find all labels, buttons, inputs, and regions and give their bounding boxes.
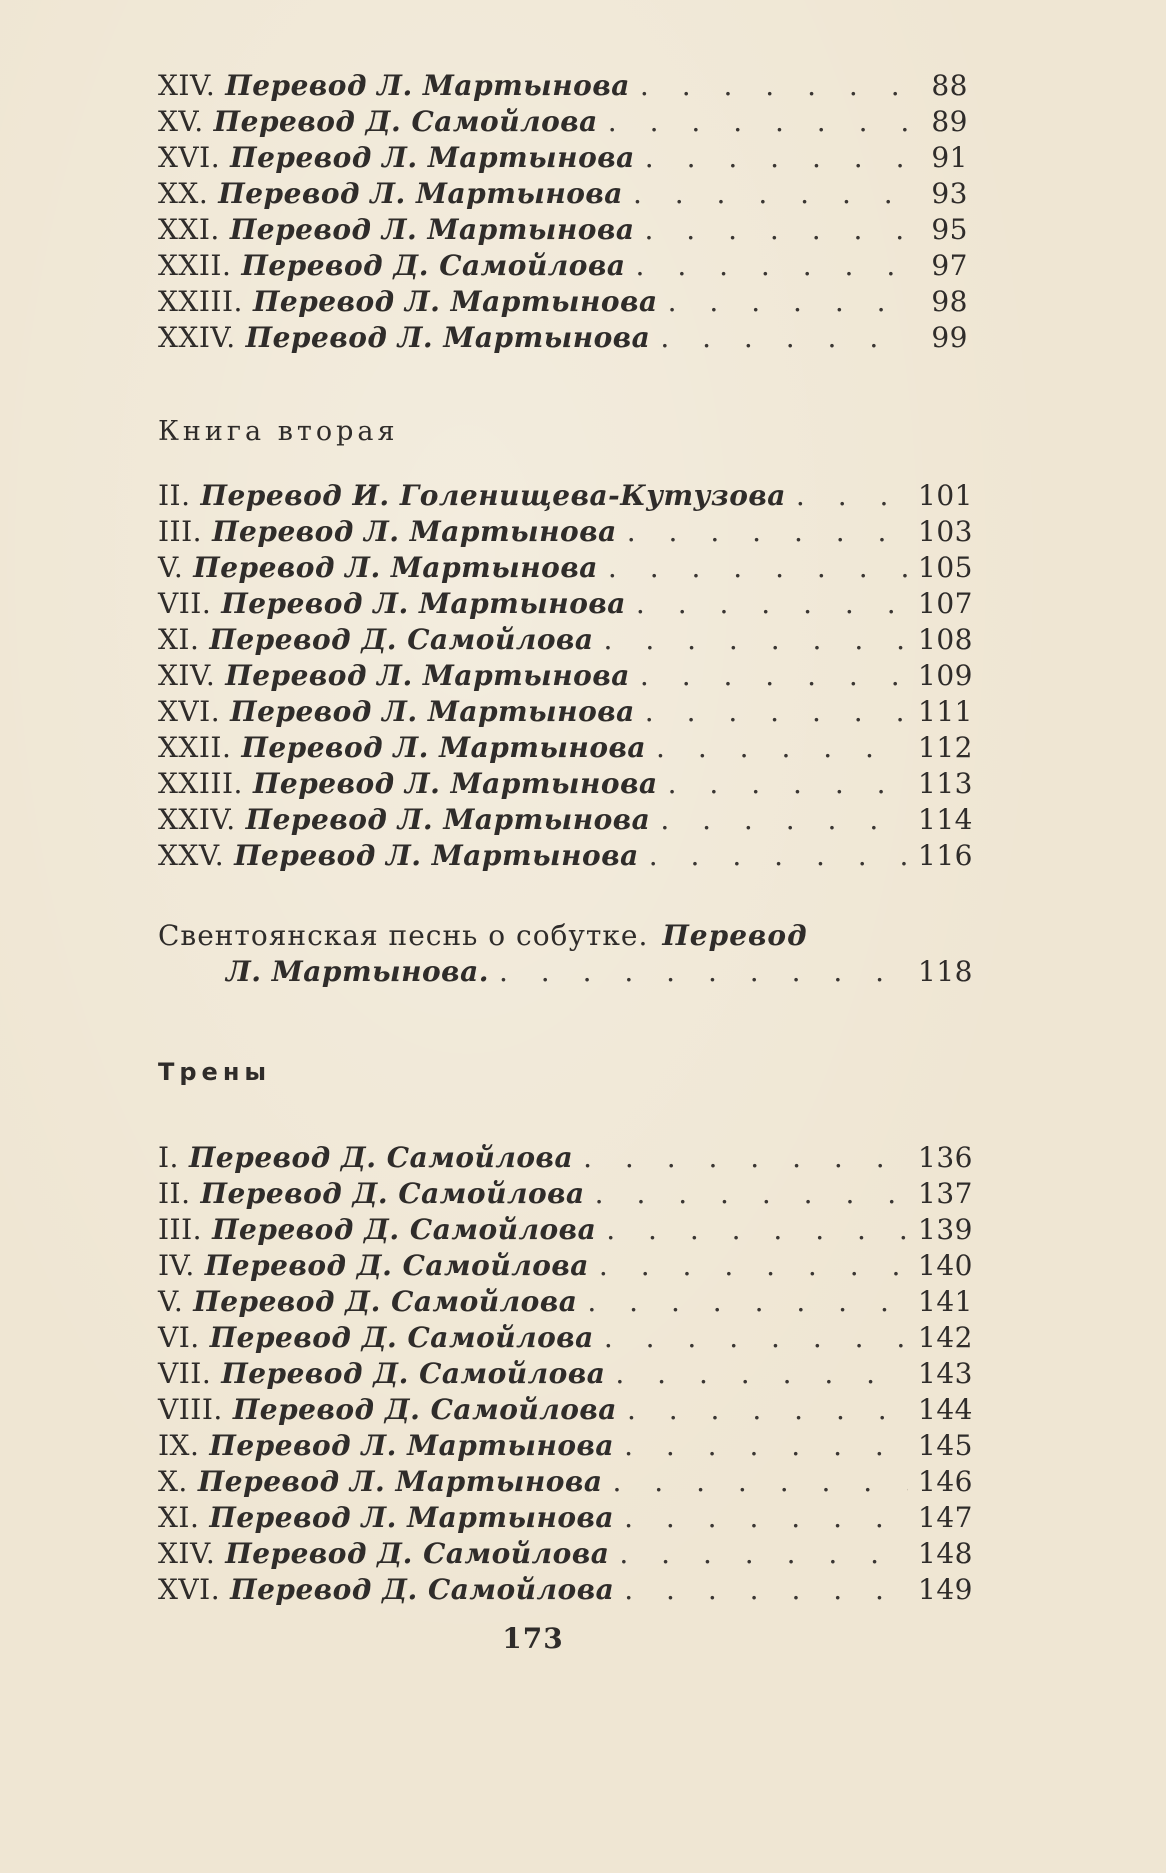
entry-page-number: 139 — [918, 1213, 973, 1246]
entry-numeral: II. — [158, 1177, 191, 1210]
toc-entry — [158, 176, 968, 212]
toc-entry — [158, 1140, 973, 1176]
entry-numeral: XIV. — [158, 69, 216, 102]
dot-leader — [636, 586, 908, 622]
entry-title: Перевод Л. Мартынова — [245, 321, 651, 354]
entry-title: Перевод Л. Мартынова — [241, 731, 647, 764]
toc-entry — [158, 478, 973, 514]
entry-numeral: VIII. — [158, 1393, 223, 1426]
entry-title: Перевод Д. Самойлова — [204, 1249, 589, 1282]
entry-title: Перевод Л. Мартынова — [197, 1465, 603, 1498]
entry-title: Перевод Л. Мартынова — [209, 1501, 615, 1534]
entry-page-number: 146 — [918, 1465, 973, 1498]
entry-title: Перевод Д. Самойлова — [232, 1393, 617, 1426]
entry-numeral: XXV. — [158, 839, 225, 872]
entry-numeral: IX. — [158, 1429, 200, 1462]
entry-page-number: 145 — [918, 1429, 973, 1462]
toc-entry — [158, 140, 968, 176]
entry-page-number: 148 — [918, 1537, 973, 1570]
entry-page-number: 99 — [931, 321, 968, 354]
section-heading-threnodies: Трены — [158, 1058, 272, 1086]
entry-title: Перевод Л. Мартынова — [193, 551, 598, 584]
entry-page-number: 143 — [918, 1357, 973, 1390]
toc-entry-standalone — [158, 918, 973, 990]
entry-title: Перевод Л. Мартынова — [230, 141, 635, 174]
entry-title: Перевод Д. Самойлова — [209, 623, 594, 656]
entry-title: Перевод Д. Самойлова — [241, 249, 626, 282]
entry-numeral: XI. — [158, 623, 200, 656]
toc-entry — [158, 1500, 973, 1536]
entry-title: Перевод Д. Самойлова — [225, 1537, 610, 1570]
toc-entry — [158, 1392, 973, 1428]
entry-numeral: V. — [158, 551, 184, 584]
entry-page-number: 149 — [918, 1573, 973, 1606]
dot-leader — [595, 1176, 908, 1212]
toc-block-threnodies — [158, 1140, 973, 1608]
entry-title: Перевод Л. Мартынова — [229, 213, 635, 246]
entry-page-number: 95 — [931, 213, 968, 246]
dot-leader — [640, 68, 908, 104]
entry-page-number: 89 — [931, 105, 968, 138]
standalone-translator-label: Перевод — [662, 919, 808, 952]
entry-title: Перевод Л. Мартынова — [221, 587, 626, 620]
entry-numeral: III. — [158, 515, 203, 548]
entry-title: Перевод Л. Мартынова — [234, 839, 639, 872]
toc-block-book-two — [158, 478, 973, 874]
entry-page-number: 97 — [931, 249, 968, 282]
dot-leader — [599, 1248, 908, 1284]
entry-numeral: XVI. — [158, 1573, 221, 1606]
entry-title: Перевод Л. Мартынова — [218, 177, 623, 210]
dot-leader — [640, 658, 908, 694]
toc-entry — [158, 838, 973, 874]
entry-numeral: XXIV. — [158, 321, 236, 354]
entry-title: Перевод Д. Самойлова — [188, 1141, 574, 1174]
entry-title: Перевод Л. Мартынова — [225, 659, 630, 692]
entry-title: Перевод Л. Мартынова — [209, 1429, 615, 1462]
dot-leader — [583, 1140, 908, 1176]
entry-page-number: 91 — [931, 141, 968, 174]
toc-entry — [158, 658, 973, 694]
dot-leader — [624, 1428, 908, 1464]
toc-entry — [158, 1212, 973, 1248]
page-folio-number: 173 — [502, 1622, 564, 1655]
entry-page-number: 112 — [918, 731, 973, 764]
entry-title: Перевод Д. Самойлова — [193, 1285, 578, 1318]
dot-leader — [604, 1320, 908, 1356]
entry-page-number: 114 — [918, 803, 973, 836]
toc-entry — [158, 284, 968, 320]
toc-entry — [158, 248, 968, 284]
entry-title: Перевод И. Голенищева-Кутузова — [200, 479, 786, 512]
toc-entry — [158, 730, 973, 766]
dot-leader — [796, 478, 908, 514]
dot-leader — [608, 104, 908, 140]
dot-leader — [660, 802, 908, 838]
entry-numeral: XVI. — [158, 141, 221, 174]
entry-page-number: 109 — [918, 659, 973, 692]
entry-page-number: 147 — [918, 1501, 973, 1534]
toc-entry — [158, 1284, 973, 1320]
dot-leader — [645, 140, 908, 176]
entry-page-number: 111 — [918, 695, 973, 728]
toc-entry — [158, 68, 968, 104]
standalone-translator: Л. Мартынова. — [226, 955, 489, 988]
dot-leader — [604, 622, 908, 658]
entry-numeral: XXIII. — [158, 767, 243, 800]
dot-leader — [633, 176, 908, 212]
entry-numeral: X. — [158, 1465, 188, 1498]
entry-numeral: VII. — [158, 1357, 212, 1390]
entry-page-number: 103 — [918, 515, 973, 548]
toc-entry — [158, 320, 968, 356]
toc-entry — [158, 1572, 973, 1608]
toc-entry — [158, 1536, 973, 1572]
dot-leader — [627, 1392, 908, 1428]
entry-numeral: XI. — [158, 1501, 200, 1534]
entry-page-number: 113 — [918, 767, 973, 800]
dot-leader — [624, 1500, 908, 1536]
entry-numeral: XIV. — [158, 659, 216, 692]
dot-leader — [627, 514, 908, 550]
entry-title: Перевод Л. Мартынова — [230, 695, 635, 728]
toc-entry — [158, 104, 968, 140]
entry-numeral: IV. — [158, 1249, 195, 1282]
entry-page-number: 101 — [918, 479, 973, 512]
dot-leader — [587, 1284, 908, 1320]
entry-page-number: 108 — [918, 623, 973, 656]
standalone-page-number: 118 — [918, 955, 973, 988]
dot-leader — [660, 320, 908, 356]
entry-title: Перевод Д. Самойлова — [221, 1357, 606, 1390]
entry-title: Перевод Л. Мартынова — [225, 69, 630, 102]
entry-page-number: 105 — [918, 551, 973, 584]
entry-page-number: 107 — [918, 587, 973, 620]
entry-page-number: 137 — [918, 1177, 973, 1210]
entry-page-number: 140 — [918, 1249, 973, 1282]
entry-numeral: III. — [158, 1213, 203, 1246]
entry-numeral: XX. — [158, 177, 209, 210]
dot-leader — [613, 1464, 909, 1500]
entry-numeral: XXIII. — [158, 285, 243, 318]
entry-numeral: XXIV. — [158, 803, 236, 836]
toc-entry — [158, 766, 973, 802]
entry-numeral: XVI. — [158, 695, 221, 728]
dot-leader — [606, 1212, 908, 1248]
dot-leader — [619, 1536, 908, 1572]
toc-entry — [158, 586, 973, 622]
table-of-contents — [158, 68, 973, 1608]
toc-entry — [158, 802, 973, 838]
entry-page-number: 93 — [931, 177, 968, 210]
standalone-title-line — [158, 918, 968, 954]
entry-page-number: 136 — [918, 1141, 973, 1174]
dot-leader — [645, 694, 908, 730]
dot-leader — [656, 730, 908, 766]
entry-numeral: XIV. — [158, 1537, 216, 1570]
standalone-translator-line — [158, 954, 973, 990]
toc-entry — [158, 212, 968, 248]
entry-numeral: V. — [158, 1285, 184, 1318]
toc-entry — [158, 622, 973, 658]
entry-page-number: 141 — [918, 1285, 973, 1318]
entry-numeral: XXII. — [158, 731, 232, 764]
toc-entry — [158, 1176, 973, 1212]
standalone-title: Свентоянская песнь о собутке. — [158, 919, 649, 952]
entry-title: Перевод Л. Мартынова — [212, 515, 617, 548]
entry-page-number: 144 — [918, 1393, 973, 1426]
dot-leader — [636, 248, 908, 284]
dot-leader — [615, 1356, 908, 1392]
toc-entry — [158, 1464, 973, 1500]
entry-numeral: VII. — [158, 587, 212, 620]
entry-title: Перевод Л. Мартынова — [245, 803, 651, 836]
toc-entry — [158, 1248, 973, 1284]
entry-numeral: XXI. — [158, 213, 220, 246]
entry-title: Перевод Д. Самойлова — [230, 1573, 615, 1606]
dot-leader — [644, 212, 908, 248]
entry-numeral: I. — [158, 1141, 179, 1174]
toc-entry — [158, 550, 973, 586]
entry-page-number: 88 — [931, 69, 968, 102]
entry-title: Перевод Л. Мартынова — [252, 285, 658, 318]
dot-leader — [668, 284, 908, 320]
dot-leader — [499, 954, 908, 990]
dot-leader — [624, 1572, 908, 1608]
entry-title: Перевод Д. Самойлова — [200, 1177, 585, 1210]
entry-page-number: 98 — [931, 285, 968, 318]
entry-page-number: 116 — [918, 839, 973, 872]
entry-numeral: XV. — [158, 105, 204, 138]
entry-title: Перевод Л. Мартынова — [252, 767, 658, 800]
toc-entry — [158, 514, 973, 550]
entry-numeral: XXII. — [158, 249, 232, 282]
entry-title: Перевод Д. Самойлова — [212, 1213, 597, 1246]
dot-leader — [668, 766, 908, 802]
entry-numeral: VI. — [158, 1321, 200, 1354]
dot-leader — [649, 838, 908, 874]
dot-leader — [608, 550, 908, 586]
toc-entry — [158, 1356, 973, 1392]
toc-entry — [158, 1320, 973, 1356]
entry-title: Перевод Д. Самойлова — [209, 1321, 594, 1354]
toc-entry — [158, 1428, 973, 1464]
toc-entry — [158, 694, 973, 730]
entry-page-number: 142 — [918, 1321, 973, 1354]
toc-block-book-one-continued — [158, 68, 968, 356]
entry-title: Перевод Д. Самойлова — [213, 105, 598, 138]
section-heading-book-two: Книга вторая — [158, 416, 399, 447]
entry-numeral: II. — [158, 479, 191, 512]
